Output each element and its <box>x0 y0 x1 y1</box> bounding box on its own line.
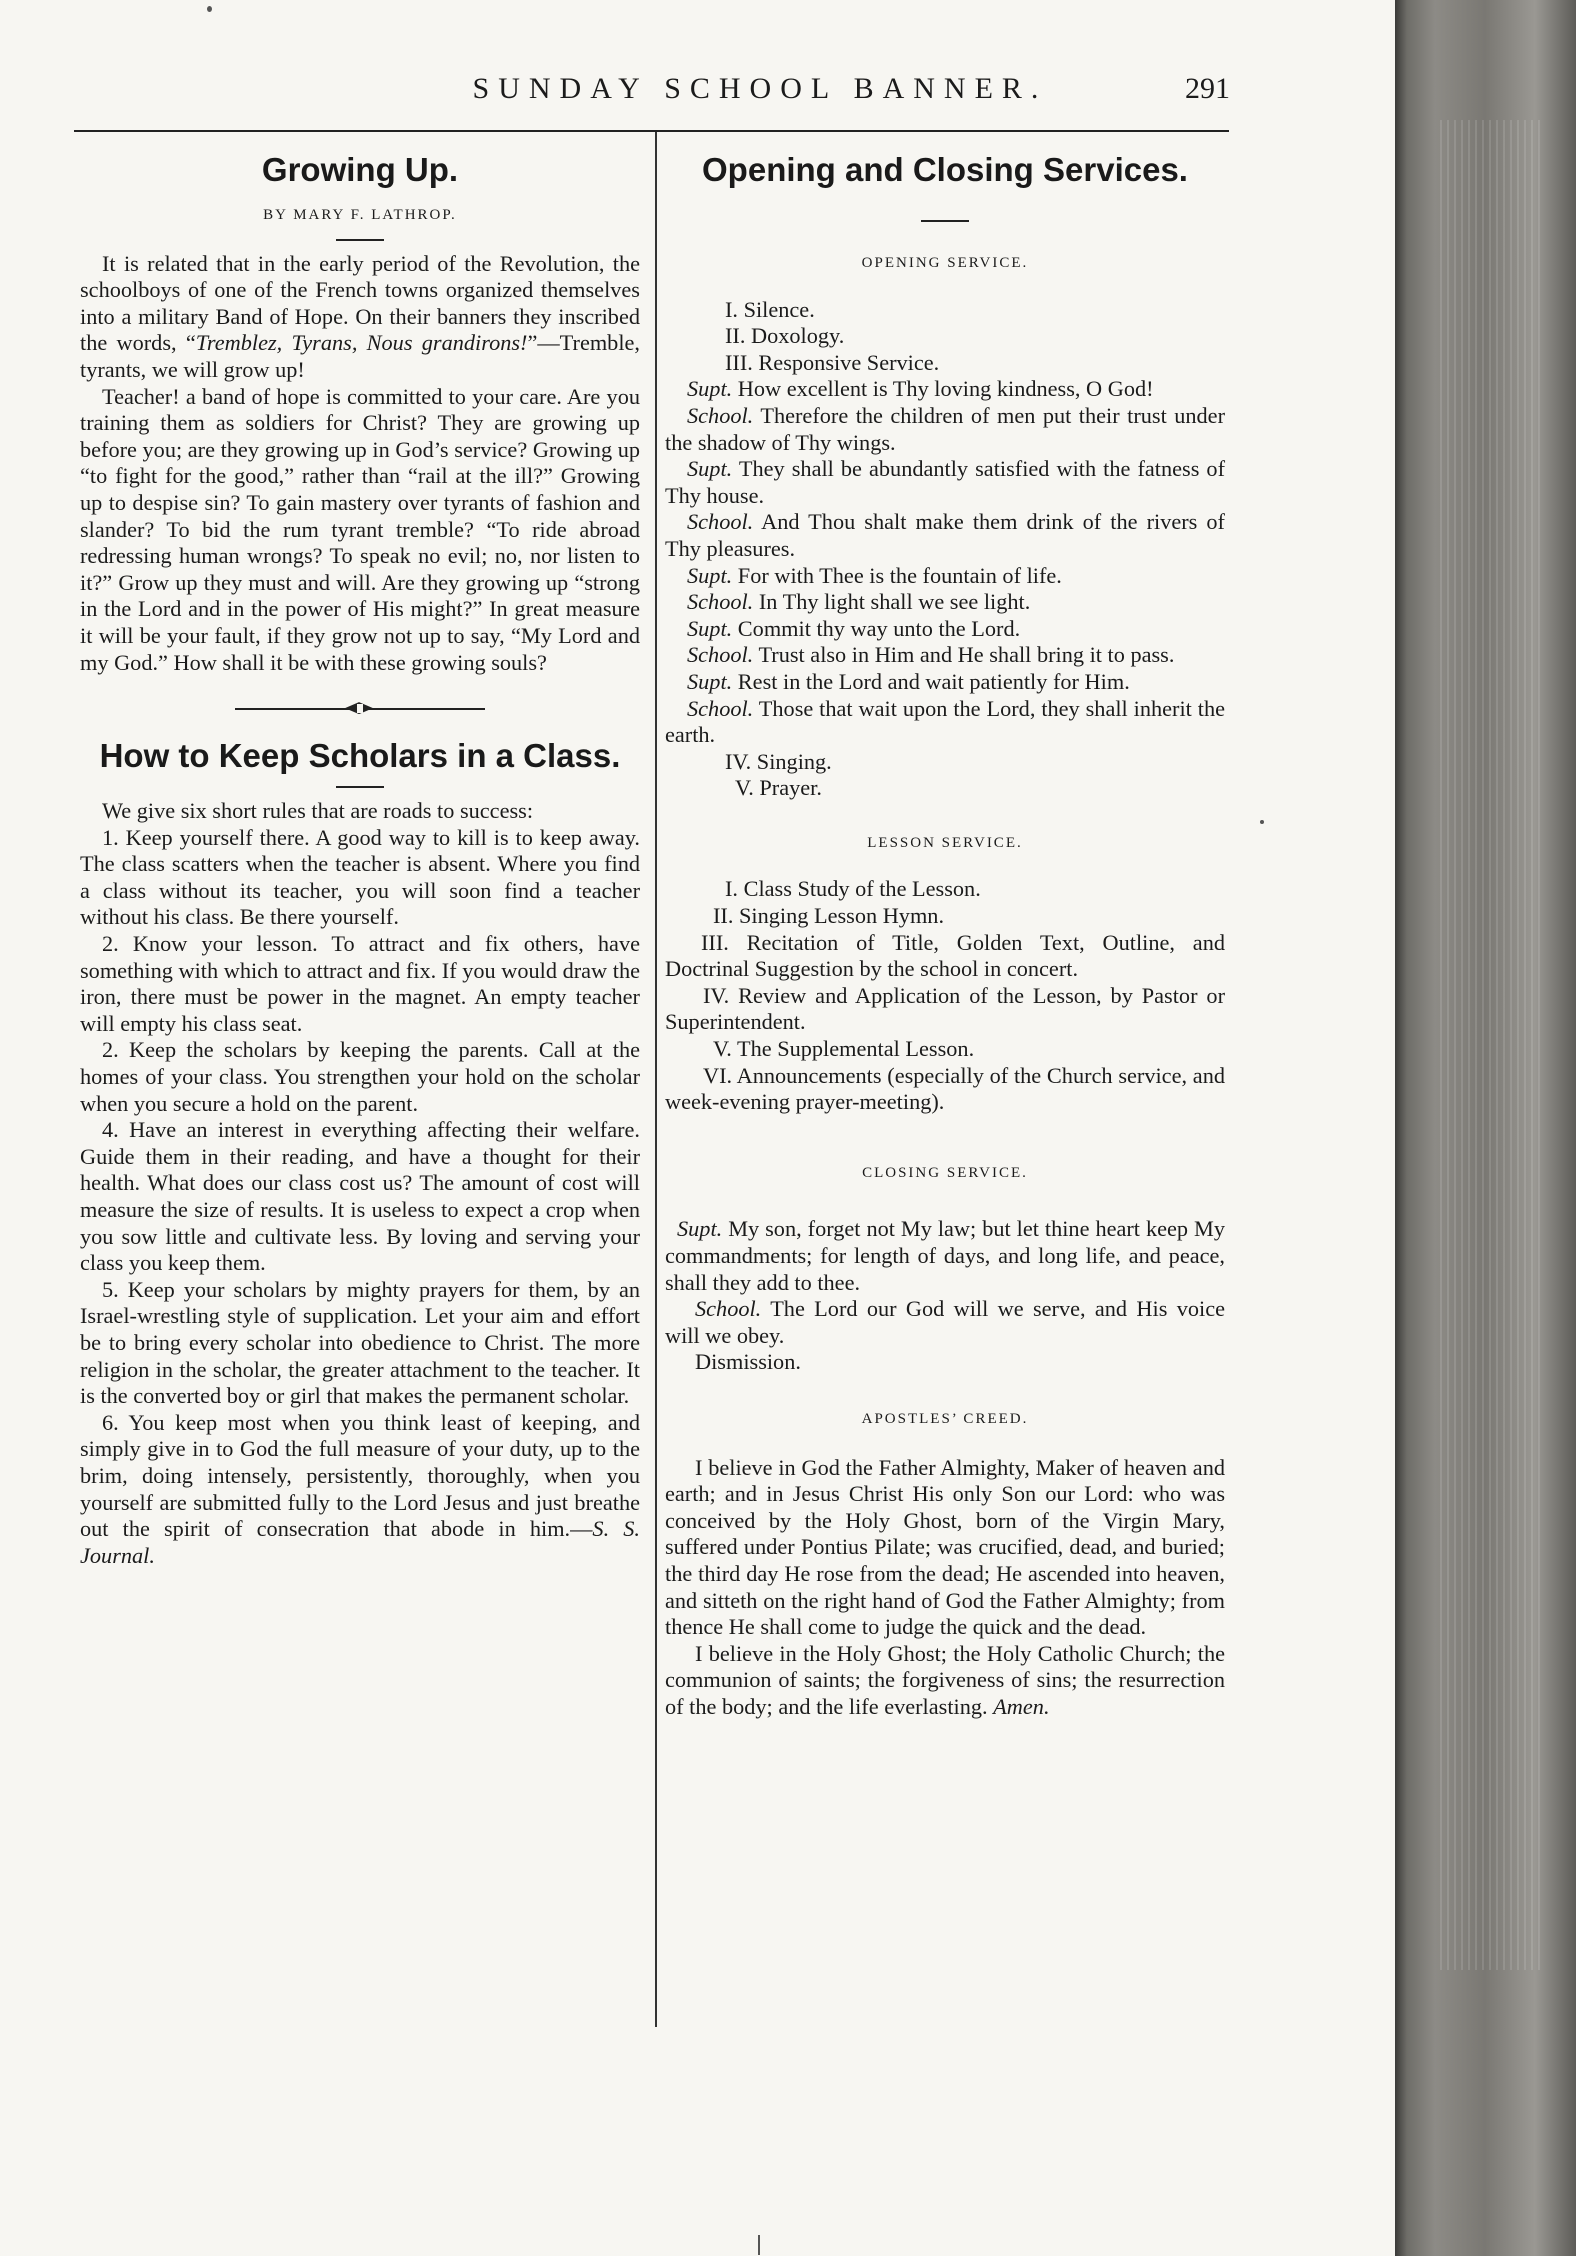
source-citation: S. S. Journal. <box>80 1516 640 1568</box>
paragraph: It is related that in the early period of the Revolution, the schoolboys of one of the French towns organized themselves into a military Band of Hope. On their banners they inscribed the words, “Tremblez, Tyrans, Nous grandirons!”—Tremble, tyrants, we will grow up! <box>80 250 640 382</box>
lesson-order <box>665 876 1225 1115</box>
creed-paragraph: I believe in the Holy Ghost; the Holy Catholic Church; the communion of saints; the forgiveness of sins; the resurrection of the body; and the life everlasting. Amen. <box>665 1640 1225 1719</box>
order-item: V. Prayer. <box>735 775 822 801</box>
responsive-reading <box>665 376 1225 748</box>
order-item: I. Class Study of the Lesson. <box>725 876 981 902</box>
order-item: IV. Singing. <box>725 748 832 774</box>
section-heading-opening: OPENING SERVICE. <box>861 255 1029 271</box>
section-heading-creed: APOSTLES’ CREED. <box>861 1410 1029 1427</box>
response-line: School. And Thou shalt make them drink of the rivers of Thy pleasures. <box>665 509 1225 561</box>
dismissal: Dismission. <box>695 1349 801 1375</box>
order-item: I. Silence. <box>725 296 815 322</box>
order-item: IV. Review and Application of the Lesson, by Pastor or Superintendent. <box>665 982 1225 1035</box>
order-item: VI. Announcements (especially of the Church service, and week-evening prayer-meeting). <box>665 1062 1225 1115</box>
book-page-edges-texture <box>1440 120 1540 1970</box>
order-item: V. The Supplemental Lesson. <box>713 1036 975 1062</box>
response-line: Supt. Commit thy way unto the Lord. <box>687 615 1021 641</box>
section-heading-lesson: LESSON SERVICE. <box>867 834 1023 851</box>
order-item: III. Recitation of Title, Golden Text, Outline, and Doctrinal Suggestion by the school in concert. <box>665 929 1225 982</box>
ornament-divider <box>235 702 485 716</box>
paragraph: We give six short rules that are roads to success: <box>102 798 534 824</box>
response-line: Supt. They shall be abundantly satisfied with the fatness of Thy house. <box>665 456 1226 508</box>
rule-paragraph: 2. Know your lesson. To attract and fix others, have something with which to attract and fix. If you would draw the iron, there must be power in the magnet. An empty teacher will empty his class seat. <box>80 931 640 1036</box>
response-line: Supt. How excellent is Thy loving kindness, O God! <box>687 376 1154 402</box>
article-title-keep-scholars: How to Keep Scholars in a Class. <box>99 737 621 775</box>
response-line: School. Therefore the children of men put their trust under the shadow of Thy wings. <box>665 402 1225 455</box>
opening-order <box>665 297 1225 377</box>
scan-speck <box>758 2235 760 2255</box>
rule-paragraph: 2. Keep the scholars by keeping the parents. Call at the homes of your class. You strengthen your hold on the scholar when you secure a hold on the parent. <box>80 1037 640 1116</box>
section-heading-closing: CLOSING SERVICE. <box>862 1164 1028 1181</box>
short-rule <box>336 239 384 241</box>
short-rule <box>921 220 969 222</box>
order-item: II. Doxology. <box>725 323 845 349</box>
byline: BY MARY F. LATHROP. <box>263 207 457 223</box>
rule-paragraph: 1. Keep yourself there. A good way to kill is to keep away. The class scatters when the teacher is absent. Where you find a class without its teacher, you will soon find a teacher without his class. Be there yourself. <box>80 824 640 930</box>
response-line: Supt. My son, forget not My law; but let thine heart keep My commandments; for length of days, and long life, and peace, shall they add to thee. <box>665 1216 1225 1295</box>
response-line: School. Those that wait upon the Lord, they shall inherit the earth. <box>665 695 1225 748</box>
rule-paragraph: 4. Have an interest in everything affecting their welfare. Guide them in their reading, and have a thought for their health. What does our class cost us? The amount of cost will measure the size of results. It is useless to expect a crop when you sow little and cultivate less. By loving and serving your class you keep them. <box>80 1117 640 1276</box>
article-title-growing-up: Growing Up. <box>261 151 459 188</box>
article-title-services: Opening and Closing Services. <box>702 151 1188 188</box>
opening-order-end <box>665 749 1225 802</box>
amen: Amen. <box>993 1693 1050 1719</box>
column-divider <box>655 132 657 2027</box>
running-title: SUNDAY SCHOOL BANNER. <box>472 72 1048 105</box>
order-item: III. Responsive Service. <box>725 349 940 375</box>
scan-speck <box>207 6 212 12</box>
scan-speck <box>1260 820 1264 824</box>
order-item: II. Singing Lesson Hymn. <box>713 903 945 929</box>
header-rule <box>74 130 1229 132</box>
response-line: Supt. For with Thee is the fountain of life. <box>687 562 1062 588</box>
response-line: School. The Lord our God will we serve, and His voice will we obey. <box>665 1296 1225 1348</box>
response-line: School. In Thy light shall we see light. <box>687 589 1031 615</box>
response-line: School. Trust also in Him and He shall bring it to pass. <box>687 642 1175 668</box>
right-column <box>665 150 1225 1721</box>
rule-paragraph: 6. You keep most when you think least of keeping, and simply give in to God the full measure of your duty, up to the brim, doing intensely, persistently, thoroughly, when you yourself are submitted fully to the Lord Jesus and just breathe out the spirit of consecration that abode in him.—S. S. Journal. <box>80 1409 640 1568</box>
left-column <box>80 150 640 1569</box>
page-number: 291 <box>1185 72 1230 105</box>
rule-paragraph: 5. Keep your scholars by mighty prayers for them, by an Israel-wrestling style of supplication. Let your aim and effort be to bring every scholar into obedience to Christ. The more religion in the scholar, the greater attachment to the teacher. It is the converted boy or girl that makes the permanent scholar. <box>80 1276 640 1409</box>
creed-paragraph: I believe in God the Father Almighty, Maker of heaven and earth; and in Jesus Christ His only Son our Lord: who was conceived by the Holy Ghost, born of the Virgin Mary, suffered under Pontius Pilate; was crucified, dead, and buried; the third day He rose from the dead; He ascended into heaven, and sitteth on the right hand of God the Father Almighty; from thence He shall come to judge the quick and the dead. <box>665 1454 1225 1640</box>
paragraph: Teacher! a band of hope is committed to your care. Are you training them as soldiers for Christ? They are growing up before you; are they growing up in God’s service? Growing up “to fight for the good,” rather than “rail at the ill?” Growing up to despise sin? To gain mastery over tyrants of fashion and slander? To bid the rum tyrant tremble? “To ride abroad redressing human wrongs? To speak no evil; no, nor listen to it?” Grow up they must and will. Are they growing up “strong in the Lord and in the power of His might?” In great measure it will be your fault, if they grow not up to say, “My Lord and my God.” How shall it be with these growing souls? <box>80 383 640 675</box>
response-line: Supt. Rest in the Lord and wait patiently for Him. <box>687 668 1130 694</box>
short-rule <box>336 786 384 788</box>
